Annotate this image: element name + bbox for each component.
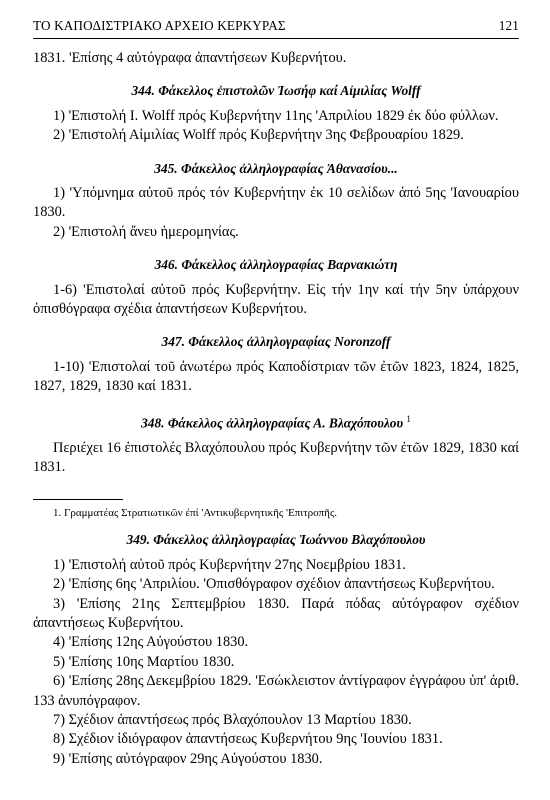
list-item: 1) 'Επιστολή Ι. Wolff πρός Κυβερνήτην 11ης 'Απριλίου 1829 ἐκ δύο φύλλων. xyxy=(53,107,499,124)
list-item: 1-10) 'Επιστολαί τοῦ ἀνωτέρω πρός Καποδίστριαν τῶν ἐτῶν 1823, 1824, 1825, 1827, 1829, 1830 καί 1831. xyxy=(33,358,519,395)
footnote: 1. Γραμματέας Στρατιωτικῶν ἐπί 'Αντικυβερνητικῆς 'Επιτροπῆς. xyxy=(53,507,338,520)
footnote-divider xyxy=(33,499,123,500)
list-item: 1) 'Υπόμνημα αὐτοῦ πρός τόν Κυβερνήτην ἐκ 10 σελίδων ἀπό 5ης 'Ιανουαρίου 1830. xyxy=(33,185,519,221)
list-item: 1) 'Επιστολή αὐτοῦ πρός Κυβερνήτην 27ης Νοεμβρίου 1831. xyxy=(53,556,406,573)
folder-heading: 349. Φάκελλος ἀλληλογραφίας Ἰωάννου Βλαχόπουλου xyxy=(126,532,426,548)
folder-heading: 347. Φάκελλος ἀλληλογραφίας Noronzoff xyxy=(161,334,391,350)
footnote-mark: 1 xyxy=(406,413,411,424)
list-item: 2) 'Επιστολή Αἰμιλίας Wolff πρός Κυβερνήτην 3ης Φεβρουαρίου 1829. xyxy=(53,127,464,144)
list-item: 2) 'Επιστολή ἄνευ ἡμερομηνίας. xyxy=(53,223,239,240)
list-item: 4) 'Επίσης 12ης Αὐγούστου 1830. xyxy=(53,634,249,651)
folder-heading: 345. Φάκελλος ἀλληλογραφίας Ἀθανασίου... xyxy=(154,160,398,176)
list-item: 7) Σχέδιον ἀπαντήσεως πρός Βλαχόπουλον 13 Μαρτίου 1830. xyxy=(53,712,412,729)
list-item: 9) 'Επίσης αὐτόγραφον 29ης Αὐγούστου 1830. xyxy=(53,750,323,767)
list-item: 1-6) 'Επιστολαί αὐτοῦ πρός Κυβερνήτην. Εἰς τήν 1ην καί τήν 5ην ὑπάρχουν ὀπισθόγραφα σχέδια ἀπαντήσεων Κυβερνήτου. xyxy=(33,281,519,318)
document-page xyxy=(33,18,519,769)
list-item: 8) Σχέδιον ἰδιόγραφον ἀπαντήσεως Κυβερνήτου 9ης 'Ιουνίου 1831. xyxy=(53,731,443,748)
running-title: ΤΟ ΚΑΠΟΔΙΣΤΡΙΑΚΟ ΑΡΧΕΙΟ ΚΕΡΚΥΡΑΣ xyxy=(33,18,286,33)
page-body xyxy=(33,49,519,769)
page-number: 121 xyxy=(498,18,519,33)
list-item: 6) 'Επίσης 28ης Δεκεμβρίου 1829. 'Εσώκλειστον ἀντίγραφον ἐγγράφου ὑπ' ἀριθ. 133 ἀνυπόγραφον. xyxy=(33,673,519,709)
folder-heading: 346. Φάκελλος ἀλληλογραφίας Βαρνακιώτη xyxy=(154,257,398,273)
folder-heading xyxy=(33,410,519,433)
list-item: 3) 'Επίσης 21ης Σεπτεμβρίου 1830. Παρά πόδας αὐτόγραφον σχέδιον ἀπαντήσεως Κυβερνήτου. xyxy=(33,595,519,631)
intro-line: 1831. 'Επίσης 4 αὐτόγραφα ἀπαντήσεων Κυβερνήτου. xyxy=(33,50,347,66)
folder-heading: 344. Φάκελλος ἐπιστολῶν Ἰωσήφ καί Αἰμιλίας Wolff xyxy=(131,83,421,99)
list-item: 2) 'Επίσης 6ης 'Απριλίου. 'Οπισθόγραφον σχέδιον ἀπαντήσεως Κυβερνήτου. xyxy=(53,576,495,593)
list-item: Περιέχει 16 ἐπιστολές Βλαχόπουλου πρός Κυβερνήτην τῶν ἐτῶν 1829, 1830 καί 1831. xyxy=(33,439,519,475)
list-item: 5) 'Επίσης 10ης Μαρτίου 1830. xyxy=(53,653,235,670)
folder-heading-text: 348. Φάκελλος ἀλληλογραφίας Α. Βλαχόπουλου xyxy=(141,415,404,431)
running-header xyxy=(33,18,519,39)
